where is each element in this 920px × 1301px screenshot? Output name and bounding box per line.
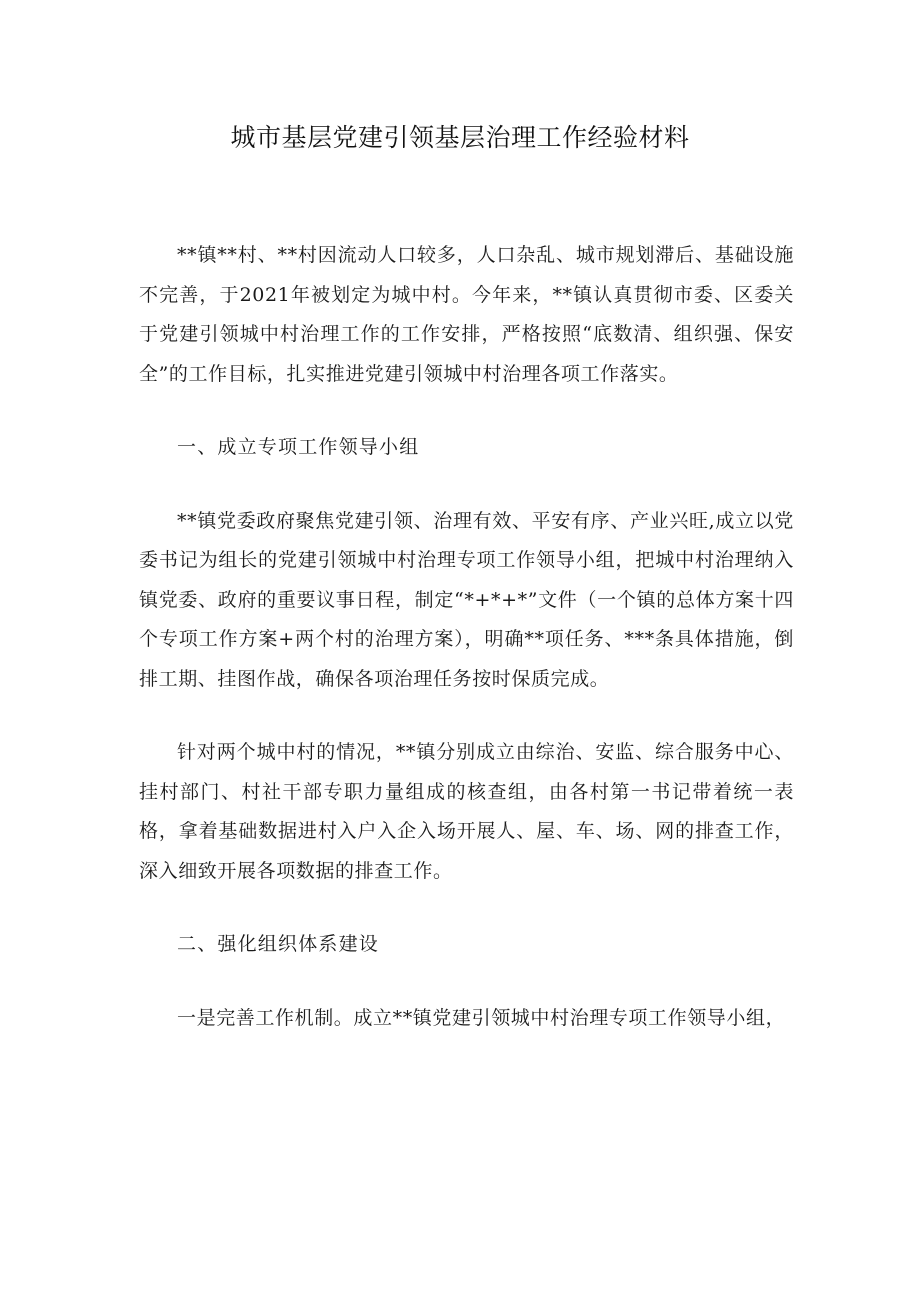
section-heading-1: 一、成立专项工作领导小组 (177, 436, 420, 458)
paragraph-work-mechanism: 一是完善工作机制。成立**镇党建引领城中村治理专项工作领导小组， (177, 1006, 786, 1029)
paragraph-gap (139, 468, 794, 502)
paragraph-gap (139, 965, 794, 999)
paragraph-inspection-team: 针对两个城中村的情况，**镇分别成立由综治、安监、综合服务中心、挂村部门、村社干部专职力量组成的核查组，由各村第一书记带着统一表格，拿着基础数据进村入户入企入场开展人、屋、车、场、网的排查工作，深入细致开展各项数据的排查工作。 (139, 741, 794, 882)
document-body (139, 236, 794, 1038)
paragraph-gap (139, 891, 794, 925)
document-title: 城市基层党建引领基层治理工作经验材料 (230, 123, 690, 152)
paragraph-intro: **镇**村、**村因流动人口较多，人口杂乱、城市规划滞后、基础设施不完善，于2021年被划定为城中村。今年来，**镇认真贯彻市委、区委关于党建引领城中村治理工作的工作安排，严格按照“底数清、组织强、保安全”的工作目标，扎实推进党建引领城中村治理各项工作落实。 (139, 244, 794, 385)
section-heading-2: 二、强化组织体系建设 (177, 933, 380, 955)
paragraph-gap (139, 394, 794, 428)
paragraph-gap (139, 699, 794, 733)
paragraph-leadership-group: **镇党委政府聚焦党建引领、治理有效、平安有序、产业兴旺,成立以党委书记为组长的党建引领城中村治理专项工作领导小组，把城中村治理纳入镇党委、政府的重要议事日程，制定“*+*+*”文件（一个镇的总体方案十四个专项工作方案+两个村的治理方案），明确**项任务、***条具体措施，倒排工期、挂图作战，确保各项治理任务按时保质完成。 (139, 509, 794, 690)
